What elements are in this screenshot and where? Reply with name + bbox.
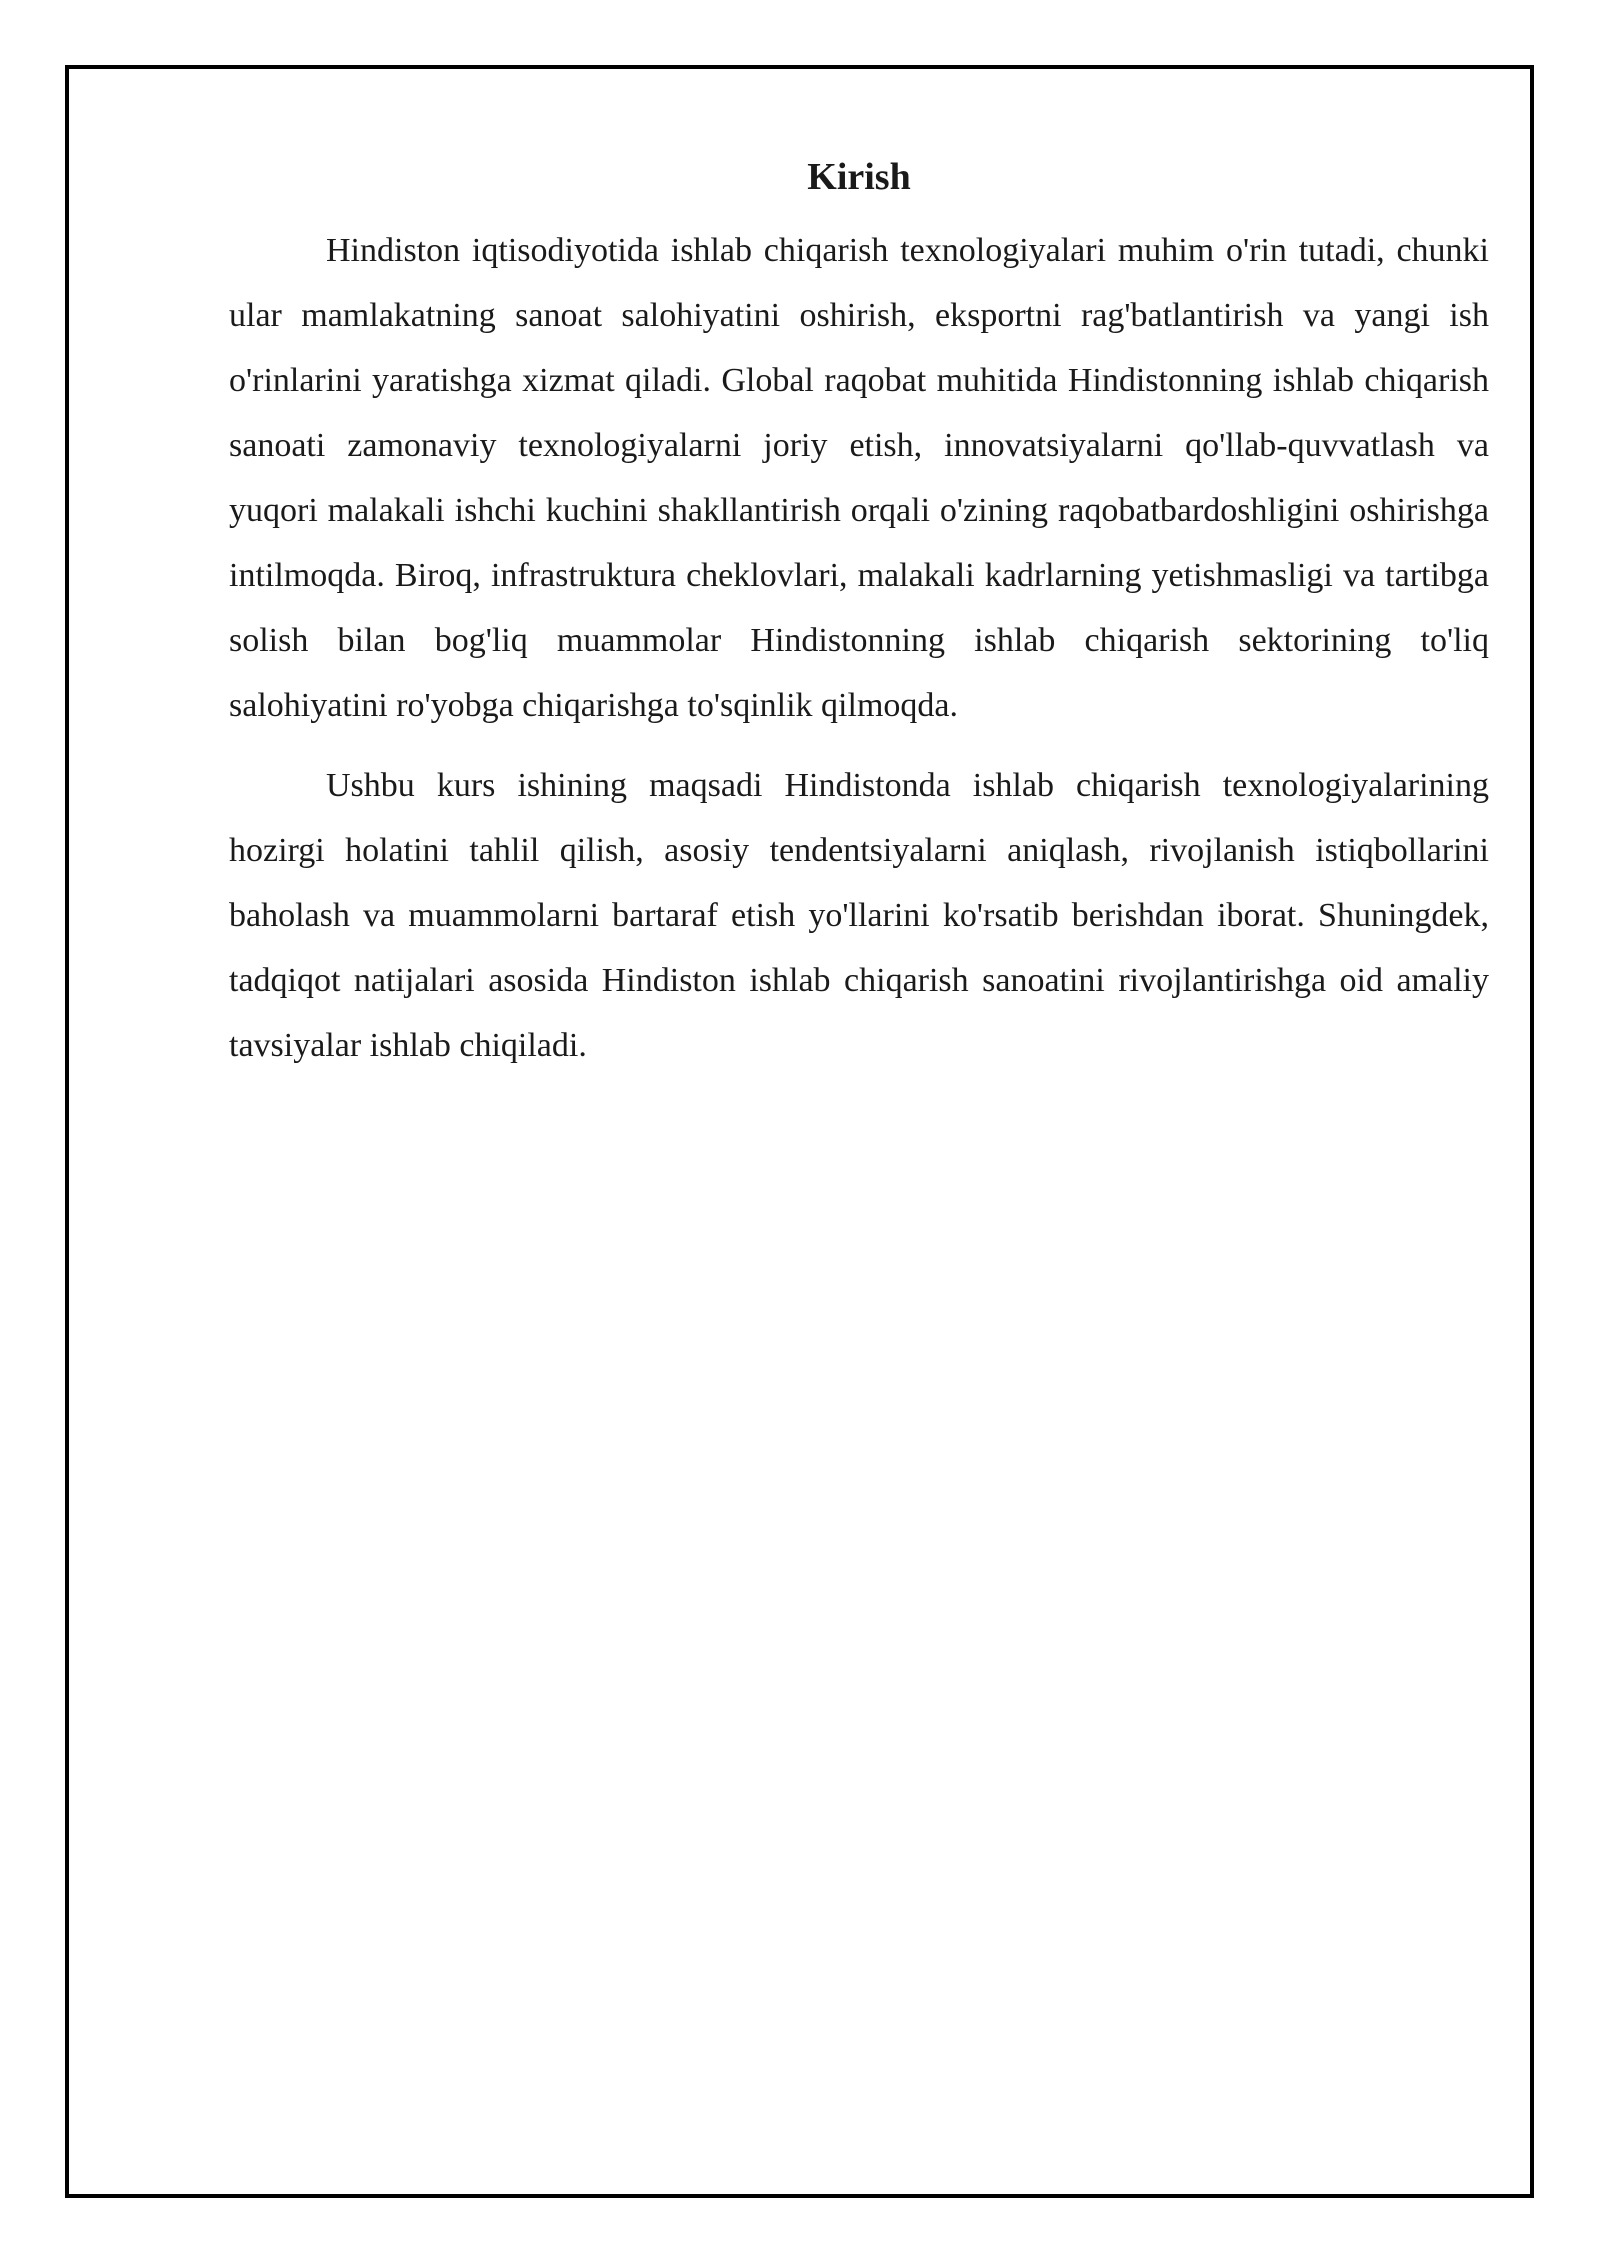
document-title: Kirish [807,156,911,198]
intro-paragraph-1: Hindiston iqtisodiyotida ishlab chiqarish texnologiyalari muhim o'rin tutadi, chunki ular mamlakatning sanoat salohiyatini oshirish, eksportni rag'batlantirish va yangi ish o'rinlarini yaratishga xizmat qiladi. Global raqobat muhitida Hindistonning ishlab chiqarish sanoati zamonaviy texnologiyalarni joriy etish, innovatsiyalarni qo'llab-quvvatlash va yuqori malakali ishchi kuchini shakllantirish orqali o'zining raqobatbardoshligini oshirishga intilmoqda. Biroq, infrastruktura cheklovlari, malakali kadrlarning yetishmasligi va tartibga solish bilan bog'liq muammolar Hindistonning ishlab chiqarish sektorining to'liq salohiyatini ro'yobga chiqarishga to'sqinlik qilmoqda. [229,232,1489,724]
document-body [229,148,1489,1078]
intro-paragraph-2: Ushbu kurs ishining maqsadi Hindistonda ishlab chiqarish texnologiyalarining hozirgi holatini tahlil qilish, asosiy tendentsiyalarni aniqlash, rivojlanish istiqbollarini baholash va muammolarni bartaraf etish yo'llarini ko'rsatib berishdan iborat. Shuningdek, tadqiqot natijalari asosida Hindiston ishlab chiqarish sanoatini rivojlantirishga oid amaliy tavsiyalar ishlab chiqiladi. [229,767,1489,1064]
